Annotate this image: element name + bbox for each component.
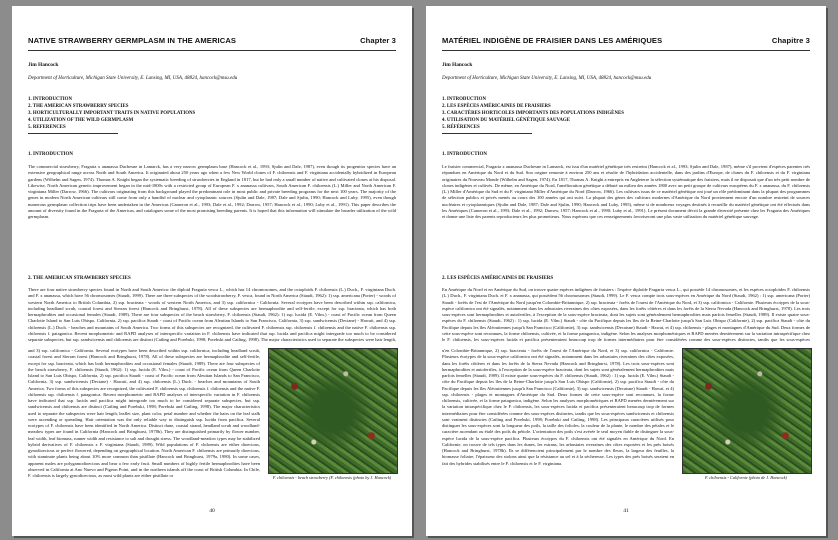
- section-heading: 2. LES ESPÈCES AMÉRICAINES DE FRAISIERS: [442, 276, 554, 281]
- chapter-label: Chapter 3: [360, 36, 396, 45]
- toc-item: 5. REFERENCES: [28, 125, 66, 130]
- toc-item: 2. LES ESPÈCES AMÉRICAINES DE FRAISIERS: [442, 104, 551, 109]
- toc-item: 1. INTRODUCTION: [28, 97, 73, 102]
- section-heading: 1. INTRODUCTION: [28, 152, 74, 157]
- header-rule: [28, 50, 396, 51]
- page-number: 41: [623, 508, 629, 514]
- section-heading: 2. THE AMERICAN STRAWBERRY SPECIES: [28, 276, 131, 281]
- toc-item: 1. INTRODUCTION: [442, 97, 487, 102]
- author: Jim Hancock: [442, 62, 473, 68]
- toc-item: 4. UTILISATION DU MATÉRIEL GÉNÉTIQUE SAUVAGE: [442, 118, 570, 123]
- strawberry-photo: [682, 348, 812, 474]
- affiliation: Department of Horticulture, Michigan State University, E. Lansing, MI, USA, 48824, hancock@msu.edu: [28, 76, 238, 81]
- section-body-continued: and 3) ssp. californica - California. Several ecotypes have been described within ssp. californica, including headland scrub, coastal forest and Sierran forest (Hancock and Bringhurst, 1978). All of these subspecies are hermaphrodite and self-fertile, except for ssp. bracteata, which has both hermaphrodites and occasional females (Staudt, 1989). There are four subspecies of the beach strawberry, F. chiloensis (Staudt, 1962): 1) ssp. lucida (E. Vilm.) - coast of Pacific ocean from Queen Charlotte Island to San Luis Obispo, California, 2) ssp. pacifica Staudt - coast of Pacific ocean from Aleutian Islands to San Francisco, California, 3) ssp. sandwicensis (Deciane) - Hawaii, and 4) ssp. chiloensis (L.) Duch. - beaches and mountains of South America. Two forms of this subspecies are recognized, the cultivated F. chiloensis ssp. chiloensis f. chiloensis and the native F. chiloensis ssp. chiloensis f. patagonica. Recent morphometric and RAPD analyses of interspecific variation in F. chiloensis have indicated that ssp. lucida and pacifica might intergrade too much to be considered separate subspecies, but ssp. sandwicensis and chiloensis are distinct (Catling and Porebski, 1998; Porebski and Catling, 1998). The major characteristics used to separate the subspecies were hair length, leaflet size, plant color, petal number and whether the hairs on the leaf stalk were ascending or spreading. Hair orientation was the only reliable way to distinguish ssp. lucida from pacifica. Several ecotypes of F. chiloensis have been identified in North America. Distinct dune, coastal strand, headland scrub and woodland-meadow types are found in California (Hancock and Bringhurst, 1978b). They are distinguished primarily by flower number, leaf width, leaf biomass, runner width and resistance to salt and drought stress. The woodland-meadow types may be stabilized hybrid derivatives of F. chiloensis x F. virginiana (Staudt, 1989). Wild populations of F. chiloensis are either dioecious, gynodioecious or perfect flowered, depending on geographical location. North American F. chiloensis are primarily dioecious, with staminate plants being about 10% more common than pistillate (Hancock and Bringhurst, 1979a, 1980). In some cases, apparent males are polygamodioecious and bear a few early fruit. Small numbers of highly fertile hermaphrodites have been observed in California at Ano Nuevo and Pigeon Point, and in the northern islands off the coast of British Columbia. In Chile, F. chiloensis is largely gynodioecious, as most wild plants are either pistillate or: [28, 348, 260, 478]
- section-body: The commercial strawberry, Fragaria x ananassa Duchesne in Lamarck, has a very narrow germplasm base (Hancock et al., 1993; Sjulin and Dale, 1987), even though its progenitor species have an extensive geographical range across North and South America. It originated about 250 years ago when a few New World clones of F. chiloensis and F. virginiana accidentally hybridized in European gardens (Wilhelm and Sagen, 1974). Thomas A. Knight began the systematic breeding of strawberries in England in 1817, but he had only a small number of native and cultivated clones at his disposal. Likewise, North American genetic improvement began in the mid-1800s with a restricted group of European F. x ananassa cultivars, South American F. chiloensis (L.) Miller and North American F. virginiana Miller (Darrow, 1966). The cultivars originating from this background played the predominant role in most public and private breeding programs for the next 100 years. The majority of the genes in modern North American cultivars still come from only a handful of nuclear and cytoplasmic sources (Sjulin and Dale, 1987; Dale and Sjulin, 1990; Hancock and Luby, 1995), even though numerous germplasm collection trips have been undertaken in the Americas (Cameron et al., 1993; Dale et al., 1992; Darrow, 1957; Hancock et al., 1990; Luby et al., 1991). This paper describes the amount of diversity found in the Fragaria of the Americas, and catalogues some of the most promising breeding parents. It is hoped that this information will stimulate the broader utilization of the wild germplasm.: [28, 164, 396, 219]
- toc-item: 2. THE AMERICAN STRAWBERRY SPECIES: [28, 104, 129, 109]
- section-body-continued: u'en Colombie-Britannique, 2) ssp. bracteata - forêts de l'ouest de l'Amérique du Nord, et 3) ssp. californica - Californie. Plusieurs écotypes de la sous-espèce californica ont été signalés, notamment dans les arbustaies riveraines des côtes exposées, dans les forêts côtières et dans les forêts de la Sierra Nevada (Hancock and Bringhurst, 1978). Les trois sous-espèces sont hermaphrodites et autofertiles, à l'exception de la sous-espèce bracteata, dont les sujets sont généralement hermaphrodites mais parfois femelles (Staudt, 1989). Il existe quatre sous-espèces du F. chiloensis (Staudt, 1962) : 1) ssp. lucida (E. Vilm.) Staudt - côte du Pacifique depuis les îles de la Reine-Charlotte jusqu'à San Luis Obispo (Californie), 2) ssp. pacifica Staudt - côte du Pacifique depuis les îles Aléoutiennes jusqu'à San Francisco (Californie), 3) ssp. sandwicensis (Decaisne) Staudt - Hawaï, et 4) ssp. chiloensis - plages et montagnes d'Amérique du Sud. Deux formes de cette sous-espèce sont reconnues, la forme chiloensis, cultivée, et la forme patagonica, indigène. Selon les analyses morphométriques et RAPD menées dernièrement sur la variation intraspécifique chez le F. chiloensis, les sous-espèces lucida et pacifica présenteraient beaucoup trop de formes intermédiaires pour être considérées comme des sous-espèces distinctes, tandis que les sous-espèces sandwicensis et chiloensis sont vraiment distinctes (Catling and Porebski, 1998; Porebski and Catling, 1998). Les principaux caractères utilisés pour distinguer les sous-espèces sont la longueur des poils, la taille des folioles, la couleur de la plante, le nombre des pétales et le caractère ascendant ou étalé des poils du pétiole. L'orientation des poils s'est avérée le seul moyen fiable de distinguer la sous-espèce lucida de la sous-espèce pacifica. Plusieurs écotypes du F. chiloensis ont été signalés en Amérique du Nord. En Californie, on trouve de tels types dans les dunes, les estrans, les arbustaies riveraines des côtes exposées et les prés boisés (Hancock and Bringhurst, 1978b). Ils se différencient principalement par le nombre des fleurs, la largeur des feuilles, la biomasse foliaire, l'épaisseur des stolons ainsi que la résistance au sel et à la sécheresse. Les types des prés boisés seraient en fait des hybrides stabilisés entre le F. chiloensis et le F. virginiana.: [442, 348, 674, 466]
- affiliation: Department of Horticulture, Michigan State University, E. Lansing, MI, USA, 48824, hancock@msu.edu: [442, 76, 652, 81]
- toc-rule: [442, 133, 532, 134]
- photo-caption: F. chiloensis - beach strawberry (F. chiloensis (photo by J. Hancock): [272, 475, 392, 480]
- author: Jim Hancock: [28, 62, 59, 68]
- right-page: [426, 6, 826, 536]
- header-rule: [442, 50, 810, 51]
- toc-rule: [28, 133, 118, 134]
- table-of-contents: [28, 96, 195, 131]
- table-of-contents: [442, 96, 624, 131]
- page-header: [28, 36, 396, 45]
- strawberry-photo: [268, 348, 398, 474]
- page-number: 40: [209, 508, 215, 514]
- page-header: [442, 36, 810, 45]
- section-heading: 1. INTRODUCTION: [442, 152, 488, 157]
- section-body: There are four native strawberry species found in North and South America: the diploid Fragaria vesca L., which has 14 chromosomes, and the octoploids F. chiloensis (L.) Duch., F. virginiana Duch. and F. x ananassa, which have 56 chromosomes (Staudt, 1999). There are three subspecies of the woodstrawberry, F. vesca, found in North America (Staudt, 1962): 1) ssp. americana (Porter) - woods of western North America to British Columbia, 2) ssp. bracteata - woods of western North America, and 3) ssp. californica - California. Several ecotypes have been described within ssp. californica, including headland scrub, coastal forest and Sierran forest (Hancock and Bringhurst, 1978). All of these subspecies are hermaphrodite and self-fertile, except for ssp. bracteata, which has both hermaphrodites and occasional females (Staudt, 1989). There are four subspecies of the beach strawberry, F. chiloensis (Staudt, 1962): 1) ssp. lucida (E. Vilm.) - coast of Pacific ocean from Queen Charlotte Island to San Luis Obispo, California, 2) ssp. pacifica Staudt - coast of Pacific ocean from Aleutian Islands to San Francisco, California, 3) ssp. sandwicensis (Deciane) - Hawaii, and 4) ssp. chiloensis (L.) Duch. - beaches and mountains of South America. Two forms of this subspecies are recognized, the cultivated F. chiloensis ssp. chiloensis f. chiloensis and the native F. chiloensis ssp. chiloensis f. patagonica. Recent morphometric and RAPD analyses of interspecific variation in F. chiloensis have indicated that ssp. lucida and pacifica might intergrade too much to be considered separate subspecies, but ssp. sandwicensis and chiloensis are distinct (Catling and Porebski, 1998; Porebski and Catling, 1998). The major characteristics used to separate the subspecies were hair length,: [28, 287, 396, 342]
- section-body: Le fraisier commercial, Fragaria x ananassa Duchesne in Lamarck, est issu d'un matériel génétique très restreint (Hancock et al., 1993; Sjulin and Dale, 1987), même s'il provient d'espèces parentes très répandues en Amérique du Nord et du Sud. Son origine remonte à environ 250 ans et résulte de l'hybridation accidentelle, dans des jardins d'Europe, de clones du F. chiloensis et du F. virginiana originaires du Nouveau Monde (Wilhelm and Sagen, 1974). En 1817, Thomas A. Knight a entrepris en Angleterre la sélection systématique des fraisiers, mais il ne disposait que d'un très petit nombre de clones indigènes et cultivés. De même, en Amérique du Nord, l'amélioration génétique a débuté au milieu des années 1800 avec un petit groupe de cultivars européens du F. x ananassa, du F. chiloensis (L.) Miller d'Amérique du Sud et du F. virginiana Miller d'Amérique du Nord (Darrow, 1966). Les cultivars issus de ce matériel génétique ont joué un rôle prédominant dans la plupart des programmes de sélection publics et privés menés au cours des 100 années qui ont suivi. La plupart des gènes des cultivars modernes d'Amérique du Nord proviennent encore d'un nombre restreint de sources nucléaires et cytoplasmiques (Sjulin and Dale, 1987; Dale and Sjulin, 1990; Hancock and Luby, 1995), même si de nombreux voyages destinés à recueillir du matériel génétique ont été effectués dans les Amériques (Cameron et al., 1993; Dale et al., 1992; Darrow, 1957; Hancock et al., 1990; Luby et al., 1991). Le présent document décrit la grande diversité présente chez les Fragaria des Amériques et donne une liste des parents reproducteurs les plus prometteurs. Nous espérons que ces renseignements favoriseront une plus vaste utilisation du matériel génétique sauvage.: [442, 164, 810, 219]
- toc-item: 3. HORTICULTURALLY IMPORTANT TRAITS IN NATIVE POPULATIONS: [28, 111, 196, 116]
- page-title: MATÉRIEL INDIGÈNE DE FRAISIER DANS LES AMÉRIQUES: [442, 36, 663, 45]
- chapter-label: Chapitre 3: [771, 36, 810, 45]
- photo-caption: F. chiloensis - Californie (photo de J. Hancock): [705, 475, 787, 480]
- page-title: NATIVE STRAWBERRY GERMPLASM IN THE AMERICAS: [28, 36, 237, 45]
- toc-item: 5. RÉFÉRENCES: [442, 125, 480, 130]
- left-page: [12, 6, 412, 536]
- section-body: En Amérique du Nord et en Amérique du Sud, on trouve quatre espèces indigènes de fraisiers : l'espèce diploïde Fragaria vesca L., qui possède 14 chromosomes, et les espèces octoploïdes F. chiloensis (L.) Duch., F. virginiana Duch. et F. x ananassa, qui possèdent 56 chromosomes (Staudt, 1999). Le F. vesca compte trois sous-espèces en Amérique du Nord (Staudt, 1962) : 1) ssp. americana (Porter) Staudt - forêts de l'est de l'Amérique du Nord jusqu'en Colombie-Britannique, 2) ssp. bracteata - forêts de l'ouest de l'Amérique du Nord, et 3) ssp. californica - Californie. Plusieurs écotypes de la sous-espèce californica ont été signalés, notamment dans les arbustaies riveraines des côtes exposées, dans les forêts côtières et dans les forêts de la Sierra Nevada (Hancock and Bringhurst, 1978). Les trois sous-espèces sont hermaphrodites et autofertiles, à l'exception de la sous-espèce bracteata, dont les sujets sont généralement hermaphrodites mais parfois femelles (Staudt, 1989). Il existe quatre sous-espèces du F. chiloensis (Staudt, 1962) : 1) ssp. lucida (E. Vilm.) Staudt - côte du Pacifique depuis les îles de la Reine-Charlotte jusqu'à San Luis Obispo (Californie), 2) ssp. pacifica Staudt - côte du Pacifique depuis les îles Aléoutiennes jusqu'à San Francisco (Californie), 3) ssp. sandwicensis (Decaisne) Staudt - Hawaï, et 4) ssp. chiloensis - plages et montagnes d'Amérique du Sud. Deux formes de cette sous-espèce sont reconnues, la forme chiloensis, cultivée, et la forme patagonica, indigène. Selon les analyses morphométriques et RAPD menées dernièrement sur la variation intraspécifique chez le F. chiloensis, les sous-espèces lucida et pacifica présenteraient beaucoup trop de formes intermédiaires pour être considérées comme des sous-espèces distinctes, tandis que les sous-espèces: [442, 287, 810, 342]
- toc-item: 4. UTILIZATION OF THE WILD GERMPLASM: [28, 118, 134, 123]
- toc-item: 3. CARACTÈRES HORTICOLES IMPORTANTS DES POPULATIONS INDIGÈNES: [442, 111, 624, 116]
